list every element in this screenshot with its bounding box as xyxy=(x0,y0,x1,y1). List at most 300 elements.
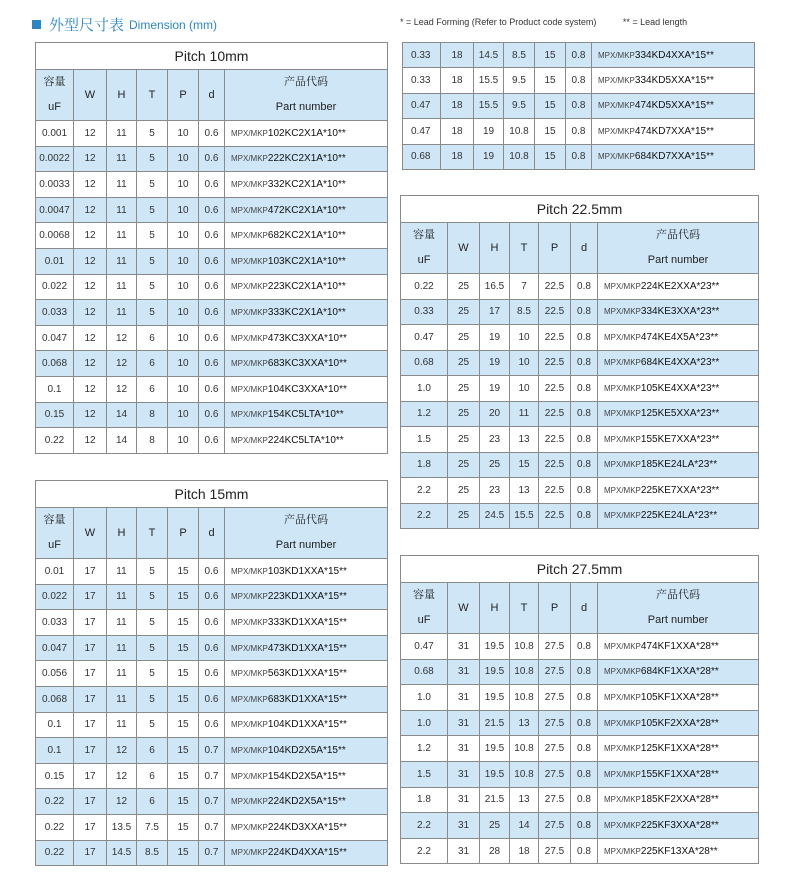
cell-w: 12 xyxy=(74,248,107,274)
cell-d: 0.8 xyxy=(571,659,598,685)
part-prefix: MPX/MKP xyxy=(231,771,268,781)
part-prefix: MPX/MKP xyxy=(231,384,268,394)
cell-d: 0.8 xyxy=(571,376,598,402)
cell-w: 12 xyxy=(74,121,107,147)
part-code: 225KE7XXA*23** xyxy=(640,484,720,496)
part-prefix: MPX/MKP xyxy=(231,566,268,576)
legend-note xyxy=(400,17,711,27)
cell-h: 12 xyxy=(107,763,137,789)
header-h-label: H xyxy=(490,241,499,254)
table-row xyxy=(36,223,388,249)
part-prefix: MPX/MKP xyxy=(598,50,635,60)
header-capacity-label: 容量 xyxy=(413,229,435,241)
table-row xyxy=(36,325,388,351)
cell-t: 10.8 xyxy=(504,144,535,169)
cell-p: 27.5 xyxy=(539,634,571,660)
header-capacity-label: uF xyxy=(417,254,431,266)
cell-t: 10 xyxy=(510,325,539,351)
part-code: 224KD3XXA*15** xyxy=(267,821,347,833)
part-prefix: MPX/MKP xyxy=(598,152,635,162)
cell-capacity: 0.33 xyxy=(403,68,441,93)
cell-w: 12 xyxy=(74,223,107,249)
part-prefix: MPX/MKP xyxy=(231,694,268,704)
cell-t: 5 xyxy=(137,559,168,585)
table-row xyxy=(401,503,759,529)
cell-w: 18 xyxy=(441,119,474,144)
header-t xyxy=(510,223,539,274)
header-h xyxy=(480,223,510,274)
cell-t: 9.5 xyxy=(504,68,535,93)
table-row xyxy=(36,300,388,326)
cell-t: 6 xyxy=(137,325,168,351)
part-code: 333KD1XXA*15** xyxy=(267,616,347,628)
cell-h: 11 xyxy=(107,686,137,712)
cell-part-number xyxy=(225,300,388,326)
cell-part-number xyxy=(598,634,759,660)
cell-p: 15 xyxy=(535,43,566,68)
part-code: 684KE4XXA*23** xyxy=(640,357,720,369)
part-code: 334KD4XXA*15** xyxy=(634,49,714,61)
cell-capacity: 0.01 xyxy=(36,559,74,585)
cell-capacity: 1.8 xyxy=(401,452,448,478)
table-row xyxy=(401,376,759,402)
cell-capacity: 0.0047 xyxy=(36,197,74,223)
cell-d: 0.6 xyxy=(199,300,225,326)
part-code: 154KD2X5A*15** xyxy=(267,770,346,782)
cell-w: 12 xyxy=(74,300,107,326)
table-row xyxy=(36,428,388,454)
table-row xyxy=(401,478,759,504)
cell-t: 14 xyxy=(510,813,539,839)
part-code: 333KC2X1A*10** xyxy=(267,306,346,318)
cell-capacity: 0.15 xyxy=(36,763,74,789)
cell-capacity: 0.22 xyxy=(36,789,74,815)
part-code: 224KC5LTA*10** xyxy=(267,434,344,446)
table-pitch-22-5mm xyxy=(400,195,759,529)
cell-part-number xyxy=(225,121,388,147)
part-prefix: MPX/MKP xyxy=(231,643,268,653)
cell-d: 0.8 xyxy=(571,761,598,787)
table-row xyxy=(36,840,388,866)
cell-p: 15 xyxy=(168,635,199,661)
part-prefix: MPX/MKP xyxy=(604,460,641,470)
header-d-label: d xyxy=(580,601,588,614)
part-code: 102KC2X1A*10** xyxy=(267,127,346,139)
part-code: 104KC3XXA*10** xyxy=(267,383,347,395)
part-code: 105KF1XXA*28** xyxy=(640,691,719,703)
cell-d: 0.8 xyxy=(571,427,598,453)
cell-t: 13 xyxy=(510,427,539,453)
cell-h: 23 xyxy=(480,478,510,504)
header-capacity xyxy=(401,583,448,634)
cell-w: 18 xyxy=(441,144,474,169)
cell-part-number xyxy=(598,376,759,402)
cell-p: 15 xyxy=(168,814,199,840)
cell-p: 22.5 xyxy=(539,350,571,376)
cell-part-number xyxy=(225,840,388,866)
cell-capacity: 2.2 xyxy=(401,478,448,504)
part-code: 334KE3XXA*23** xyxy=(640,306,720,318)
cell-t: 10 xyxy=(510,350,539,376)
part-code: 224KD4XXA*15** xyxy=(267,847,347,859)
header-p xyxy=(539,223,571,274)
header-d xyxy=(571,223,598,274)
part-prefix: MPX/MKP xyxy=(231,797,268,807)
part-code: 222KC2X1A*10** xyxy=(267,153,346,165)
cell-d: 0.8 xyxy=(566,68,592,93)
part-code: 225KE24LA*23** xyxy=(640,510,718,522)
cell-capacity: 0.047 xyxy=(36,325,74,351)
cell-h: 13.5 xyxy=(107,814,137,840)
cell-d: 0.6 xyxy=(199,121,225,147)
cell-part-number xyxy=(225,172,388,198)
cell-d: 0.6 xyxy=(199,172,225,198)
part-prefix: MPX/MKP xyxy=(231,617,268,627)
cell-capacity: 1.2 xyxy=(401,401,448,427)
cell-t: 5 xyxy=(137,121,168,147)
cell-p: 10 xyxy=(168,325,199,351)
cell-part-number xyxy=(225,789,388,815)
table-row xyxy=(403,119,755,144)
cell-part-number xyxy=(225,635,388,661)
part-prefix: MPX/MKP xyxy=(231,720,268,730)
cell-d: 0.6 xyxy=(199,402,225,428)
cell-p: 10 xyxy=(168,197,199,223)
cell-p: 27.5 xyxy=(539,787,571,813)
header-part-number xyxy=(598,223,759,274)
cell-t: 5 xyxy=(137,197,168,223)
cell-p: 10 xyxy=(168,172,199,198)
cell-p: 15 xyxy=(535,68,566,93)
part-prefix: MPX/MKP xyxy=(231,128,268,138)
header-capacity xyxy=(36,508,74,559)
part-prefix: MPX/MKP xyxy=(231,231,268,241)
cell-capacity: 0.68 xyxy=(403,144,441,169)
header-capacity-label: 容量 xyxy=(413,589,435,601)
table-row xyxy=(401,787,759,813)
cell-capacity: 0.68 xyxy=(401,659,448,685)
cell-part-number xyxy=(598,401,759,427)
header-h-label: H xyxy=(117,526,126,539)
cell-capacity: 1.8 xyxy=(401,787,448,813)
cell-part-number xyxy=(225,351,388,377)
cell-h: 19 xyxy=(480,325,510,351)
section-title xyxy=(32,14,217,35)
part-code: 473KD1XXA*15** xyxy=(267,642,347,654)
header-capacity-label: uF xyxy=(417,614,431,626)
header-h-label: H xyxy=(490,601,499,614)
cell-capacity: 2.2 xyxy=(401,503,448,529)
table-pitch-15mm-continued xyxy=(402,42,755,170)
table-title: Pitch 22.5mm xyxy=(401,196,759,223)
cell-p: 15 xyxy=(168,840,199,866)
cell-part-number xyxy=(598,299,759,325)
table-row xyxy=(36,197,388,223)
cell-h: 25 xyxy=(480,452,510,478)
cell-h: 12 xyxy=(107,325,137,351)
part-prefix: MPX/MKP xyxy=(604,332,641,342)
part-prefix: MPX/MKP xyxy=(604,820,641,830)
cell-h: 21.5 xyxy=(480,710,510,736)
header-w xyxy=(74,508,107,559)
part-prefix: MPX/MKP xyxy=(604,846,641,856)
header-p xyxy=(168,70,199,121)
cell-capacity: 0.47 xyxy=(401,325,448,351)
table-row xyxy=(401,452,759,478)
cell-h: 24.5 xyxy=(480,503,510,529)
cell-d: 0.6 xyxy=(199,584,225,610)
part-prefix: MPX/MKP xyxy=(604,744,641,754)
cell-capacity: 0.033 xyxy=(36,300,74,326)
cell-w: 12 xyxy=(74,197,107,223)
part-code: 185KE24LA*23** xyxy=(640,459,718,471)
part-code: 155KF1XXA*28** xyxy=(640,768,719,780)
cell-d: 0.8 xyxy=(566,144,592,169)
header-t xyxy=(510,583,539,634)
part-code: 332KC2X1A*10** xyxy=(267,178,346,190)
cell-w: 12 xyxy=(74,351,107,377)
header-w xyxy=(448,583,480,634)
cell-p: 27.5 xyxy=(539,710,571,736)
part-prefix: MPX/MKP xyxy=(231,205,268,215)
table-title: Pitch 15mm xyxy=(36,481,388,508)
cell-part-number xyxy=(598,503,759,529)
cell-capacity: 0.1 xyxy=(36,738,74,764)
cell-d: 0.8 xyxy=(571,813,598,839)
cell-d: 0.8 xyxy=(571,503,598,529)
cell-p: 10 xyxy=(168,428,199,454)
square-bullet-icon xyxy=(32,20,41,29)
cell-capacity: 0.068 xyxy=(36,351,74,377)
header-d-label: d xyxy=(580,241,588,254)
cell-p: 15 xyxy=(168,738,199,764)
cell-p: 27.5 xyxy=(539,659,571,685)
cell-part-number xyxy=(225,712,388,738)
cell-h: 28 xyxy=(480,838,510,864)
cell-capacity: 0.68 xyxy=(401,350,448,376)
cell-w: 31 xyxy=(448,813,480,839)
header-p-label: P xyxy=(179,526,187,539)
cell-h: 12 xyxy=(107,738,137,764)
cell-d: 0.8 xyxy=(566,43,592,68)
cell-w: 12 xyxy=(74,376,107,402)
cell-capacity: 0.0033 xyxy=(36,172,74,198)
header-part-number-label: Part number xyxy=(275,101,337,113)
cell-h: 19 xyxy=(474,144,504,169)
cell-p: 15 xyxy=(168,584,199,610)
cell-t: 13 xyxy=(510,478,539,504)
cell-part-number xyxy=(598,274,759,300)
cell-capacity: 0.1 xyxy=(36,376,74,402)
cell-w: 31 xyxy=(448,659,480,685)
cell-p: 22.5 xyxy=(539,274,571,300)
header-h-label: H xyxy=(117,88,126,101)
cell-h: 23 xyxy=(480,427,510,453)
cell-part-number xyxy=(225,661,388,687)
cell-capacity: 1.0 xyxy=(401,376,448,402)
cell-h: 11 xyxy=(107,223,137,249)
cell-t: 6 xyxy=(137,351,168,377)
cell-part-number xyxy=(598,761,759,787)
cell-d: 0.7 xyxy=(199,814,225,840)
cell-p: 22.5 xyxy=(539,376,571,402)
cell-d: 0.6 xyxy=(199,661,225,687)
cell-p: 10 xyxy=(168,223,199,249)
cell-t: 5 xyxy=(137,274,168,300)
part-prefix: MPX/MKP xyxy=(231,359,268,369)
table-row xyxy=(36,712,388,738)
header-part-number xyxy=(225,508,388,559)
cell-p: 27.5 xyxy=(539,761,571,787)
cell-w: 17 xyxy=(74,712,107,738)
cell-w: 17 xyxy=(74,635,107,661)
cell-d: 0.6 xyxy=(199,146,225,172)
cell-d: 0.6 xyxy=(199,428,225,454)
cell-p: 10 xyxy=(168,248,199,274)
cell-t: 5 xyxy=(137,223,168,249)
cell-part-number xyxy=(592,119,755,144)
table-row xyxy=(401,299,759,325)
table-pitch-27-5mm xyxy=(400,555,759,864)
cell-h: 25 xyxy=(480,813,510,839)
cell-w: 25 xyxy=(448,401,480,427)
table-pitch-10mm xyxy=(35,42,388,454)
header-p-label: P xyxy=(179,88,187,101)
cell-part-number xyxy=(225,248,388,274)
cell-w: 31 xyxy=(448,736,480,762)
part-code: 223KC2X1A*10** xyxy=(267,281,346,293)
part-prefix: MPX/MKP xyxy=(231,154,268,164)
cell-w: 17 xyxy=(74,763,107,789)
cell-h: 11 xyxy=(107,146,137,172)
cell-d: 0.6 xyxy=(199,325,225,351)
cell-d: 0.6 xyxy=(199,712,225,738)
cell-h: 15.5 xyxy=(474,68,504,93)
cell-t: 5 xyxy=(137,712,168,738)
cell-p: 22.5 xyxy=(539,452,571,478)
cell-capacity: 0.1 xyxy=(36,712,74,738)
table-row xyxy=(36,763,388,789)
part-prefix: MPX/MKP xyxy=(604,718,641,728)
table-row xyxy=(401,350,759,376)
cell-w: 25 xyxy=(448,478,480,504)
part-code: 225KF13XA*28** xyxy=(640,845,718,857)
cell-w: 12 xyxy=(74,274,107,300)
cell-w: 12 xyxy=(74,402,107,428)
cell-capacity: 0.068 xyxy=(36,686,74,712)
cell-w: 31 xyxy=(448,685,480,711)
part-code: 103KC2X1A*10** xyxy=(267,255,346,267)
cell-h: 11 xyxy=(107,712,137,738)
cell-capacity: 1.0 xyxy=(401,685,448,711)
part-code: 683KD1XXA*15** xyxy=(267,693,347,705)
cell-p: 22.5 xyxy=(539,503,571,529)
part-code: 684KF1XXA*28** xyxy=(640,666,719,678)
cell-t: 5 xyxy=(137,610,168,636)
cell-part-number xyxy=(225,686,388,712)
title-cn: 外型尺寸表 xyxy=(49,17,125,34)
cell-d: 0.7 xyxy=(199,738,225,764)
cell-d: 0.6 xyxy=(199,635,225,661)
cell-d: 0.8 xyxy=(571,325,598,351)
cell-w: 12 xyxy=(74,325,107,351)
header-part-number-label: Part number xyxy=(647,254,709,266)
header-w-label: W xyxy=(84,526,96,539)
cell-part-number xyxy=(598,478,759,504)
cell-part-number xyxy=(225,559,388,585)
cell-h: 14.5 xyxy=(107,840,137,866)
part-prefix: MPX/MKP xyxy=(231,435,268,445)
cell-w: 17 xyxy=(74,559,107,585)
cell-p: 22.5 xyxy=(539,299,571,325)
table-row xyxy=(401,634,759,660)
header-t-label: T xyxy=(520,241,528,254)
header-h xyxy=(107,508,137,559)
cell-d: 0.6 xyxy=(199,610,225,636)
cell-h: 12 xyxy=(107,789,137,815)
table-row xyxy=(401,401,759,427)
cell-p: 15 xyxy=(535,119,566,144)
cell-p: 15 xyxy=(168,789,199,815)
cell-t: 7.5 xyxy=(137,814,168,840)
header-capacity xyxy=(36,70,74,121)
header-w xyxy=(448,223,480,274)
part-prefix: MPX/MKP xyxy=(231,669,268,679)
cell-p: 27.5 xyxy=(539,838,571,864)
header-t-label: T xyxy=(520,601,528,614)
cell-w: 12 xyxy=(74,146,107,172)
part-prefix: MPX/MKP xyxy=(604,795,641,805)
cell-part-number xyxy=(225,402,388,428)
part-prefix: MPX/MKP xyxy=(231,848,268,858)
cell-t: 5 xyxy=(137,146,168,172)
cell-part-number xyxy=(225,610,388,636)
part-code: 224KD2X5A*15** xyxy=(267,796,346,808)
table-row xyxy=(36,146,388,172)
table-row xyxy=(403,68,755,93)
part-code: 682KC2X1A*10** xyxy=(267,230,346,242)
cell-d: 0.6 xyxy=(199,197,225,223)
cell-part-number xyxy=(598,736,759,762)
cell-w: 25 xyxy=(448,452,480,478)
part-code: 224KE2XXA*23** xyxy=(640,280,720,292)
cell-d: 0.8 xyxy=(571,838,598,864)
cell-p: 22.5 xyxy=(539,401,571,427)
cell-p: 10 xyxy=(168,351,199,377)
header-capacity-label: uF xyxy=(48,539,61,551)
cell-w: 25 xyxy=(448,376,480,402)
cell-w: 25 xyxy=(448,299,480,325)
cell-part-number xyxy=(592,93,755,118)
header-w-label: W xyxy=(458,601,469,614)
part-prefix: MPX/MKP xyxy=(604,667,641,677)
cell-d: 0.8 xyxy=(571,736,598,762)
cell-p: 27.5 xyxy=(539,813,571,839)
part-code: 105KE4XXA*23** xyxy=(640,382,720,394)
cell-h: 11 xyxy=(107,559,137,585)
table-row xyxy=(36,814,388,840)
table-row xyxy=(36,376,388,402)
cell-w: 31 xyxy=(448,761,480,787)
part-code: 683KC3XXA*10** xyxy=(267,358,347,370)
cell-w: 31 xyxy=(448,838,480,864)
cell-h: 11 xyxy=(107,121,137,147)
part-code: 474KF1XXA*28** xyxy=(640,640,719,652)
header-t xyxy=(137,508,168,559)
header-w-label: W xyxy=(458,241,469,254)
cell-capacity: 0.33 xyxy=(403,43,441,68)
part-prefix: MPX/MKP xyxy=(598,101,635,111)
